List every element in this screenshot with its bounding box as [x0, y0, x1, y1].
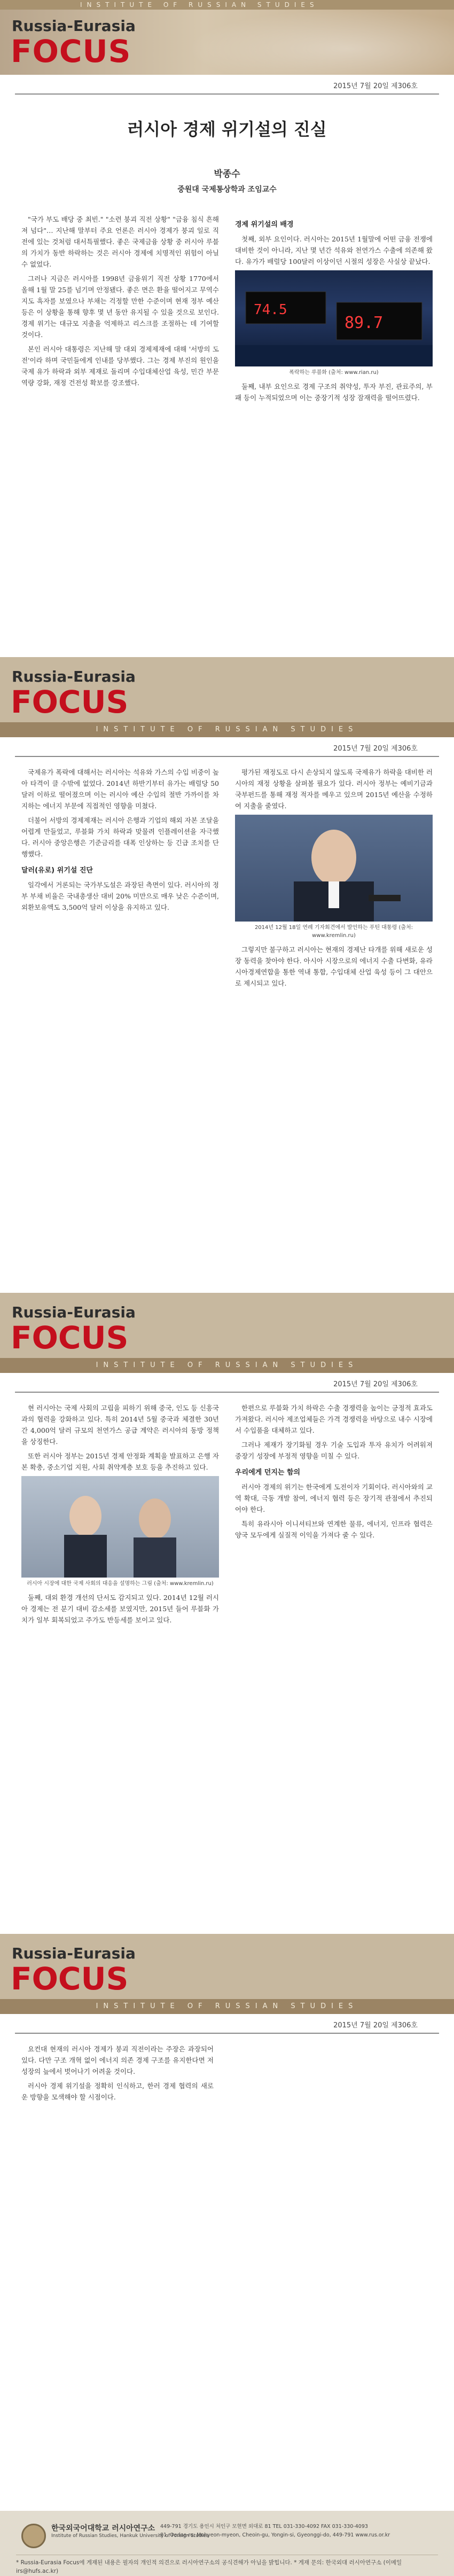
brand-focus: FOCUS	[11, 1961, 129, 1997]
masthead	[0, 1934, 454, 2014]
paragraph: 본인 러시아 대통령은 지난해 말 대외 경제제재에 대해 '서방의 도전'이라 하며 국민들에게 인내를 당부했다. 그는 경제 부진의 원인을 국제 유가 하락과 외부 제재로 돌리며 수입대체산업 육성, 민간 부문 역량 강화, 재정 건전성 확보를 강조했다.	[21, 345, 219, 387]
brand-focus: FOCUS	[11, 33, 131, 69]
masthead	[0, 657, 454, 737]
right-column	[235, 214, 433, 407]
masthead-stripe: INSTITUTE OF RUSSIAN STUDIES	[0, 1999, 454, 2014]
paragraph: "국가 부도 배당 중 최빈." "소련 붕괴 직전 상황" "금융 침식 흔해져 넘다"… 지난해 말부터 주요 언론은 러시아 경제가 붕괴 일로 직전에 있는 것처럼 대서특필했다. 좋은 국제금융 상황 중 러시아 루블의 가치가 동반 하락하는 것은 러시아 경제에 치명적인 위험이 아닐 수 없었다.	[21, 215, 219, 268]
masthead-stripe: INSTITUTE OF RUSSIAN STUDIES	[0, 0, 454, 10]
brand-russia-eurasia: Russia-Eurasia	[12, 1945, 136, 1962]
paragraph: 둘째, 내부 요인으로 경제 구조의 취약성, 투자 부진, 관료주의, 부패 등이 누적되었으며 이는 중장기적 성장 잠재력을 떨어뜨렸다.	[235, 383, 433, 402]
svg-text:74.5: 74.5	[254, 302, 287, 318]
body-columns	[0, 214, 454, 407]
left-column	[21, 1402, 219, 1629]
body-columns	[0, 767, 454, 992]
masthead	[0, 1293, 454, 1373]
paragraph: 더불어 서방의 경제제재는 러시아 은행과 기업의 해외 자본 조달을 어렵게 만들었고, 루블화 가치 하락과 맞물려 인플레이션을 자극했다. 러시아 중앙은행은 기준금리를 대폭 인상하는 등 긴급 조치를 단행했다.	[21, 816, 219, 858]
paragraph: 일각에서 거론되는 국가부도설은 과장된 측면이 있다. 러시아의 정부 부채 비율은 국내총생산 대비 20% 미만으로 매우 낮은 수준이며, 외환보유액도 3,500억 달러 이상을 유지하고 있다.	[21, 881, 219, 911]
right-column	[235, 1402, 433, 1629]
section-heading: 달러(유로) 위기설 진단	[21, 867, 93, 875]
paragraph: 또한 러시아 정부는 2015년 경제 안정화 계획을 발표하고 은행 자본 확충, 중소기업 지원, 사회 취약계층 보호 등을 추진하고 있다.	[21, 1452, 219, 1471]
empty-column	[230, 2043, 433, 2106]
footer	[0, 2511, 454, 2576]
paragraph: 그러나 제재가 장기화될 경우 기술 도입과 투자 유치가 어려워져 중장기 성장에 부정적 영향을 미칠 수 있다.	[235, 1441, 433, 1460]
putin-photo	[235, 815, 433, 922]
issue-dateline: 2015년 7월 20일 제306호	[15, 1373, 439, 1393]
paragraph: 평가된 재정도로 다시 손상되지 않도록 국제유가 하락을 대비한 러시아의 재정 상황을 살펴볼 필요가 있다. 러시아 정부는 예비기금과 국부펀드를 통해 재정 적자를 메우고 있으며 2015년 예산을 수정하여 지출을 줄였다.	[235, 768, 433, 810]
paragraph: 한편으로 루블화 가치 하락은 수출 경쟁력을 높이는 긍정적 효과도 가져왔다. 러시아 제조업체들은 가격 경쟁력을 바탕으로 내수 시장에서 수입품을 대체하고 있다.	[235, 1404, 433, 1434]
institute-name: 한국외국어대학교 러시아연구소	[51, 2524, 155, 2533]
page-2	[0, 657, 454, 1271]
left-column	[21, 214, 219, 407]
brand-russia-eurasia: Russia-Eurasia	[12, 668, 136, 685]
issue-dateline: 2015년 7월 20일 제306호	[15, 75, 439, 95]
brand-focus: FOCUS	[11, 684, 129, 720]
address-ko: 449-791 경기도 용인시 처인구 모현면 외대로 81 TEL 031-330-4092 FAX 031-330-4093	[160, 2524, 368, 2530]
page-1	[0, 0, 454, 641]
paragraph: 둘째, 대외 환경 개선의 단서도 감지되고 있다. 2014년 12월 러시아 경제는 전 분기 대비 감소세를 보였지만, 2015년 들어 루블화 가치가 일부 회복되었고 주가도 반등세를 보이고 있다.	[21, 1594, 219, 1624]
exchange-board-graphic	[235, 270, 433, 366]
author-name: 박종수	[214, 169, 240, 179]
photo-caption: 러시아 시장에 대한 국제 사회의 대응을 설명하는 그림 (출처: www.kremlin.ru)	[27, 1581, 214, 1587]
brand-russia-eurasia: Russia-Eurasia	[12, 1303, 136, 1321]
masthead-stripe: INSTITUTE OF RUSSIAN STUDIES	[0, 722, 454, 737]
svg-text:89.7: 89.7	[345, 314, 383, 332]
paragraph: 국제유가 폭락에 대해서는 러시아는 석유와 가스의 수입 비중이 높아 타격이 클 수밖에 없었다. 2014년 하반기부터 유가는 배럴당 50달러 이하로 떨어졌으며 이는 러시아 예산 수입의 절반 가까이를 차지하는 에너지 부문에 직접적인 영향을 미쳤다.	[21, 768, 219, 810]
article-title: 러시아 경제 위기설의 진실	[127, 119, 327, 139]
disclaimer-note: * Russia-Eurasia Focus에 게재된 내용은 필자의 개인적 의견으로 러시아연구소의 공식견해가 아님을 밝힙니다. * 게재 문의: 한국외대 러시아연구소 (이메일 irs@hufs.ac.kr)	[16, 2555, 438, 2575]
right-column	[235, 767, 433, 992]
page-4	[0, 1934, 454, 2500]
brand-focus: FOCUS	[11, 1320, 129, 1356]
paragraph: 현 러시아는 국제 사회의 고립을 피하기 위해 중국, 인도 등 신흥국과의 협력을 강화하고 있다. 특히 2014년 5월 중국과 체결한 30년간 4,000억 달러 규모의 천연가스 공급 계약은 러시아의 동방 정책을 상징한다.	[21, 1404, 219, 1446]
institute-emblem-icon	[21, 2524, 46, 2548]
section-heading: 우리에게 던지는 함의	[235, 1469, 301, 1477]
photo-caption: 2014년 12월 18일 연례 기자회견에서 발언하는 푸틴 대통령 (출처: www.kremlin.ru)	[254, 925, 413, 939]
photo-caption: 폭락하는 루블화 (출처: www.rian.ru)	[289, 370, 379, 376]
press-conference-graphic	[235, 815, 433, 922]
section-heading: 경제 위기설의 배경	[235, 221, 294, 229]
left-column	[21, 767, 219, 992]
paragraph: 첫째, 외부 요인이다. 러시아는 2015년 1월말에 어떤 금융 전쟁에 대비한 것이 아니라, 지난 몇 년간 석유와 천연가스 수출에 의존해 왔다. 유가가 배럴당 100달러 이상이던 시절의 성장은 사실상 끝났다.	[235, 235, 433, 266]
issue-dateline: 2015년 7월 20일 제306호	[15, 737, 439, 757]
body-columns	[0, 1402, 454, 1629]
map-graphic	[187, 10, 454, 75]
issue-dateline: 2015년 7월 20일 제306호	[15, 2014, 439, 2034]
institute-name-en: Institute of Russian Studies, Hankuk University of Foreign Studies	[51, 2533, 209, 2539]
address-en: 81, Oedae-ro, Mohyeon-myeon, Cheoin-gu, Yongin-si, Gyeonggi-do, 449-791 www.rus.or.kr	[160, 2532, 390, 2538]
institute-address	[160, 2523, 390, 2540]
paragraph: 그러나 지금은 러시아를 1998년 금융위기 직전 상황 1770에서 올해 1월 말 25를 넘기며 안정됐다. 좋은 면은 환율 떨어지고 무역수지도 흑자를 보였으나 부채는 걱정할 만한 수준이며 현재 정부 예산 등은 이 상황을 통해 향후 몇 년 동안 유지될 수 있을 것으로 보인다. 경제 위기는 대규모 지출을 억제하고 리스크를 조절하는 데 기여할 것이다.	[21, 275, 219, 339]
author-affiliation: 중원대 국제통상학과 조임교수	[177, 185, 277, 194]
single-column	[21, 2043, 214, 2106]
masthead	[0, 0, 454, 75]
ruble-photo	[235, 270, 433, 366]
meeting-photo	[21, 1476, 219, 1578]
paragraph: 러시아 경제의 위기는 한국에게 도전이자 기회이다. 러시아와의 교역 확대, 극동 개발 참여, 에너지 협력 등은 장기적 관점에서 추진되어야 한다.	[235, 1483, 433, 1513]
paragraph: 러시아 경제 위기설을 정확히 인식하고, 한러 경제 협력의 새로운 방향을 모색해야 할 시점이다.	[21, 2082, 214, 2101]
page-3	[0, 1293, 454, 1913]
body-columns	[0, 2043, 454, 2106]
brand-russia-eurasia: Russia-Eurasia	[12, 17, 136, 35]
paragraph: 요컨대 현재의 러시아 경제가 붕괴 직전이라는 주장은 과장되어 있다. 다만 구조 개혁 없이 에너지 의존 경제 구조를 유지한다면 저성장의 늪에서 벗어나기 어려울 것이다.	[21, 2045, 214, 2075]
paragraph: 그렇지만 불구하고 러시아는 현재의 경제난 타개를 위해 새로운 성장 동력을 찾아야 한다. 아시아 시장으로의 에너지 수출 다변화, 유라시아경제연합을 통한 역내 통합, 수입대체 산업 육성 등이 그 대안으로 제시되고 있다.	[235, 946, 433, 987]
paragraph: 특히 유라시아 이니셔티브와 연계한 물류, 에너지, 인프라 협력은 양국 모두에게 실질적 이익을 가져다 줄 수 있다.	[235, 1520, 433, 1539]
meeting-graphic	[21, 1476, 219, 1578]
masthead-stripe: INSTITUTE OF RUSSIAN STUDIES	[0, 1358, 454, 1373]
